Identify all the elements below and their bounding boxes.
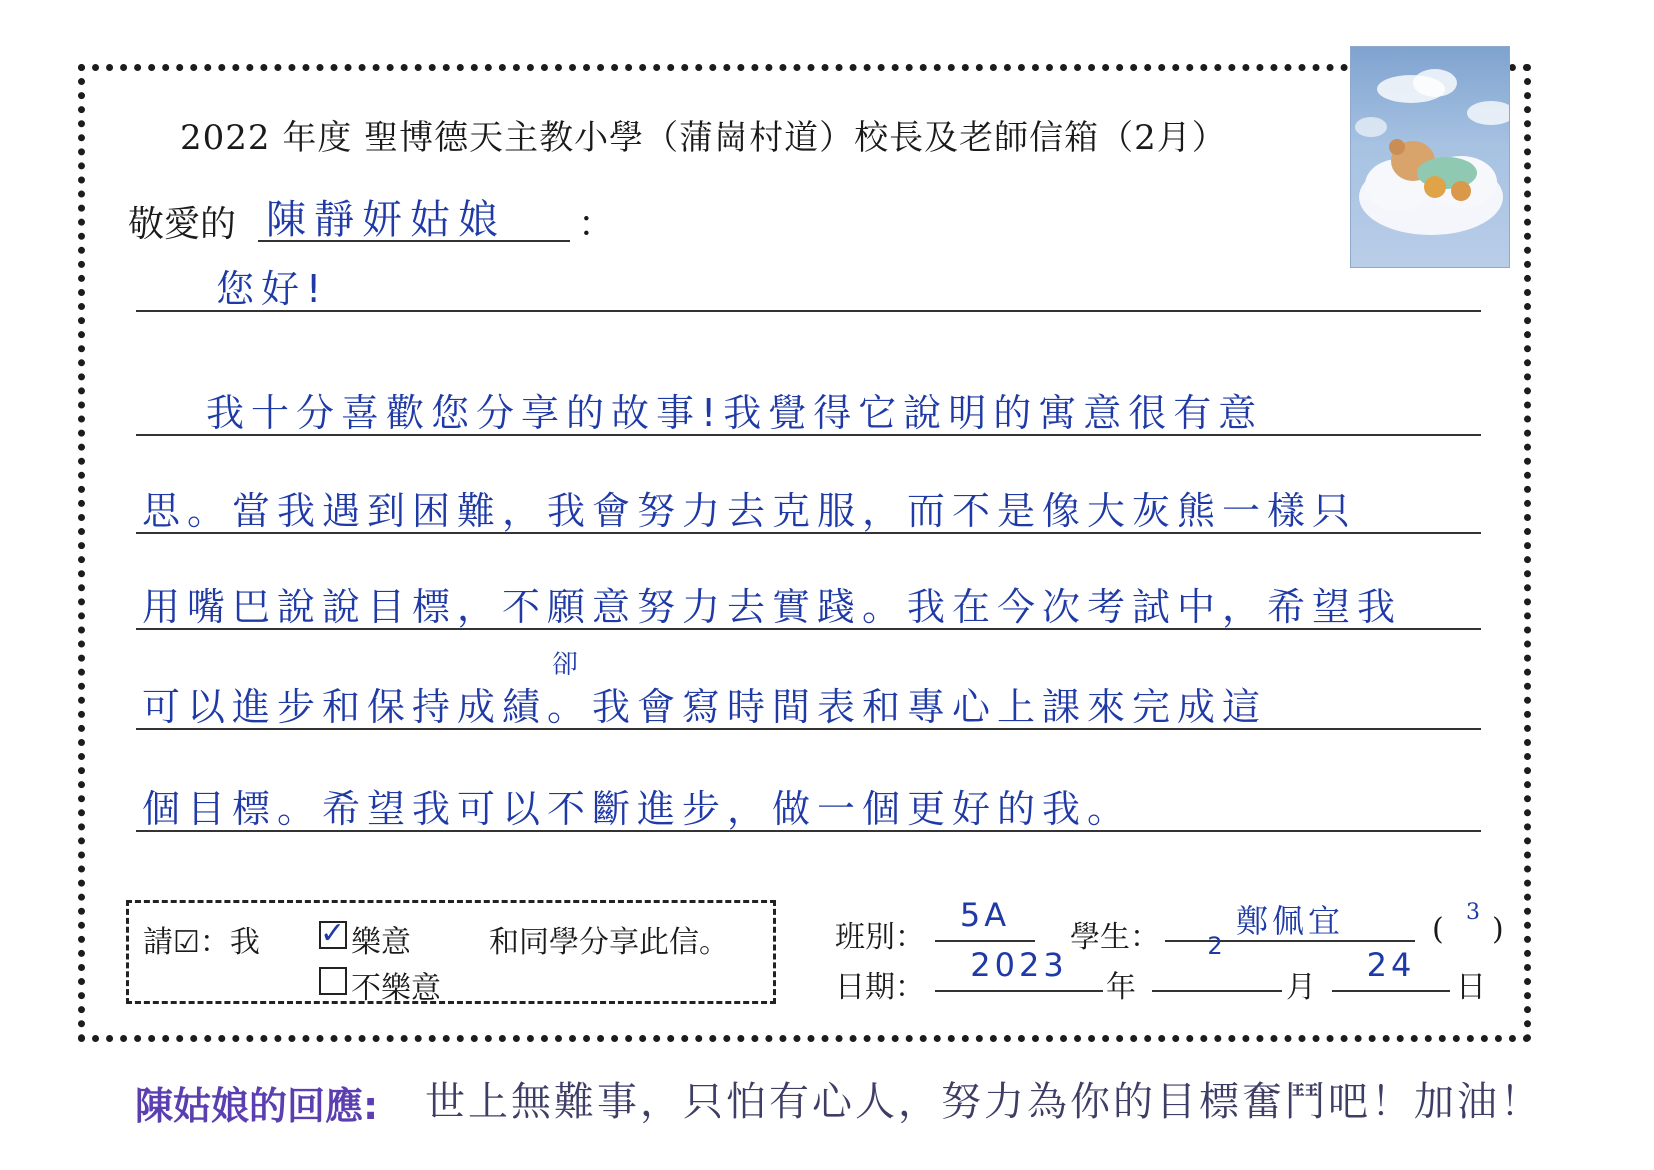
sleeping-bear-cloud-illustration <box>1350 46 1510 268</box>
letter-line-5 <box>136 666 1481 730</box>
letter-line-text: 用嘴巴說說目標，不願意努力去實踐。我在今次考試中，希望我 <box>142 585 1403 629</box>
letter-title: 2022 年度 聖博德天主教小學（蒲崗村道）校長及老師信箱（2月） <box>180 118 1227 158</box>
reply-text: 世上無難事，只怕有心人，努力為你的目標奮鬥吧！加油！ <box>425 1079 1543 1125</box>
day-value: 24 <box>1366 946 1416 984</box>
month-value: 2 <box>1207 932 1227 960</box>
insertion-mark: 卻 <box>552 650 579 680</box>
class-value: 5A <box>959 896 1011 934</box>
consent-no-checkbox[interactable] <box>319 967 347 995</box>
student-number: 3 <box>1466 900 1480 925</box>
month-unit: 月 <box>1286 970 1316 1005</box>
consent-prompt: 請☑：我 <box>143 925 260 960</box>
letter-line-2 <box>136 372 1481 436</box>
consent-box <box>126 900 776 1004</box>
check-mark-icon: ✓ <box>320 916 346 951</box>
date-label: 日期： <box>835 970 925 1005</box>
letter-line-text: 個目標。希望我可以不斷進步，做一個更好的我。 <box>142 787 1133 831</box>
student-number-close: ) <box>1492 912 1504 947</box>
letter-line-1 <box>136 248 1481 312</box>
student-number-open: ( <box>1432 912 1444 947</box>
reply-label: 陳姑娘的回應: <box>135 1084 379 1128</box>
letter-line-text: 我十分喜歡您分享的故事!我覺得它說明的寓意很有意 <box>206 391 1264 435</box>
month-field <box>1152 932 1282 992</box>
class-field <box>935 896 1035 942</box>
consent-no-label: 不樂意 <box>351 971 441 1006</box>
year-value: 2023 <box>970 946 1068 984</box>
letter-line-3 <box>136 470 1481 534</box>
consent-yes-label: 樂意 <box>351 925 411 960</box>
letter-line-6 <box>136 768 1481 832</box>
salutation-colon: ： <box>578 204 615 245</box>
year-unit: 年 <box>1106 970 1136 1005</box>
year-field <box>935 946 1103 992</box>
letter-line-text: 您好! <box>216 267 329 311</box>
day-field <box>1332 946 1450 992</box>
student-value: 鄭佩宜 <box>1235 902 1344 940</box>
recipient-field <box>258 188 570 242</box>
salutation-prefix: 敬愛的 <box>128 204 237 245</box>
consent-suffix: 和同學分享此信。 <box>489 925 729 960</box>
letter-line-text: 可以進步和保持成績。我會寫時間表和專心上課來完成這 <box>142 685 1268 729</box>
letter-line-4 <box>136 566 1481 630</box>
letter-line-text: 思。當我遇到困難，我會努力去克服，而不是像大灰熊一樣只 <box>142 489 1358 533</box>
student-label: 學生： <box>1070 920 1160 955</box>
day-unit: 日 <box>1456 970 1486 1005</box>
class-label: 班別： <box>835 920 925 955</box>
recipient-name: 陳靜妍姑娘 <box>266 197 506 243</box>
